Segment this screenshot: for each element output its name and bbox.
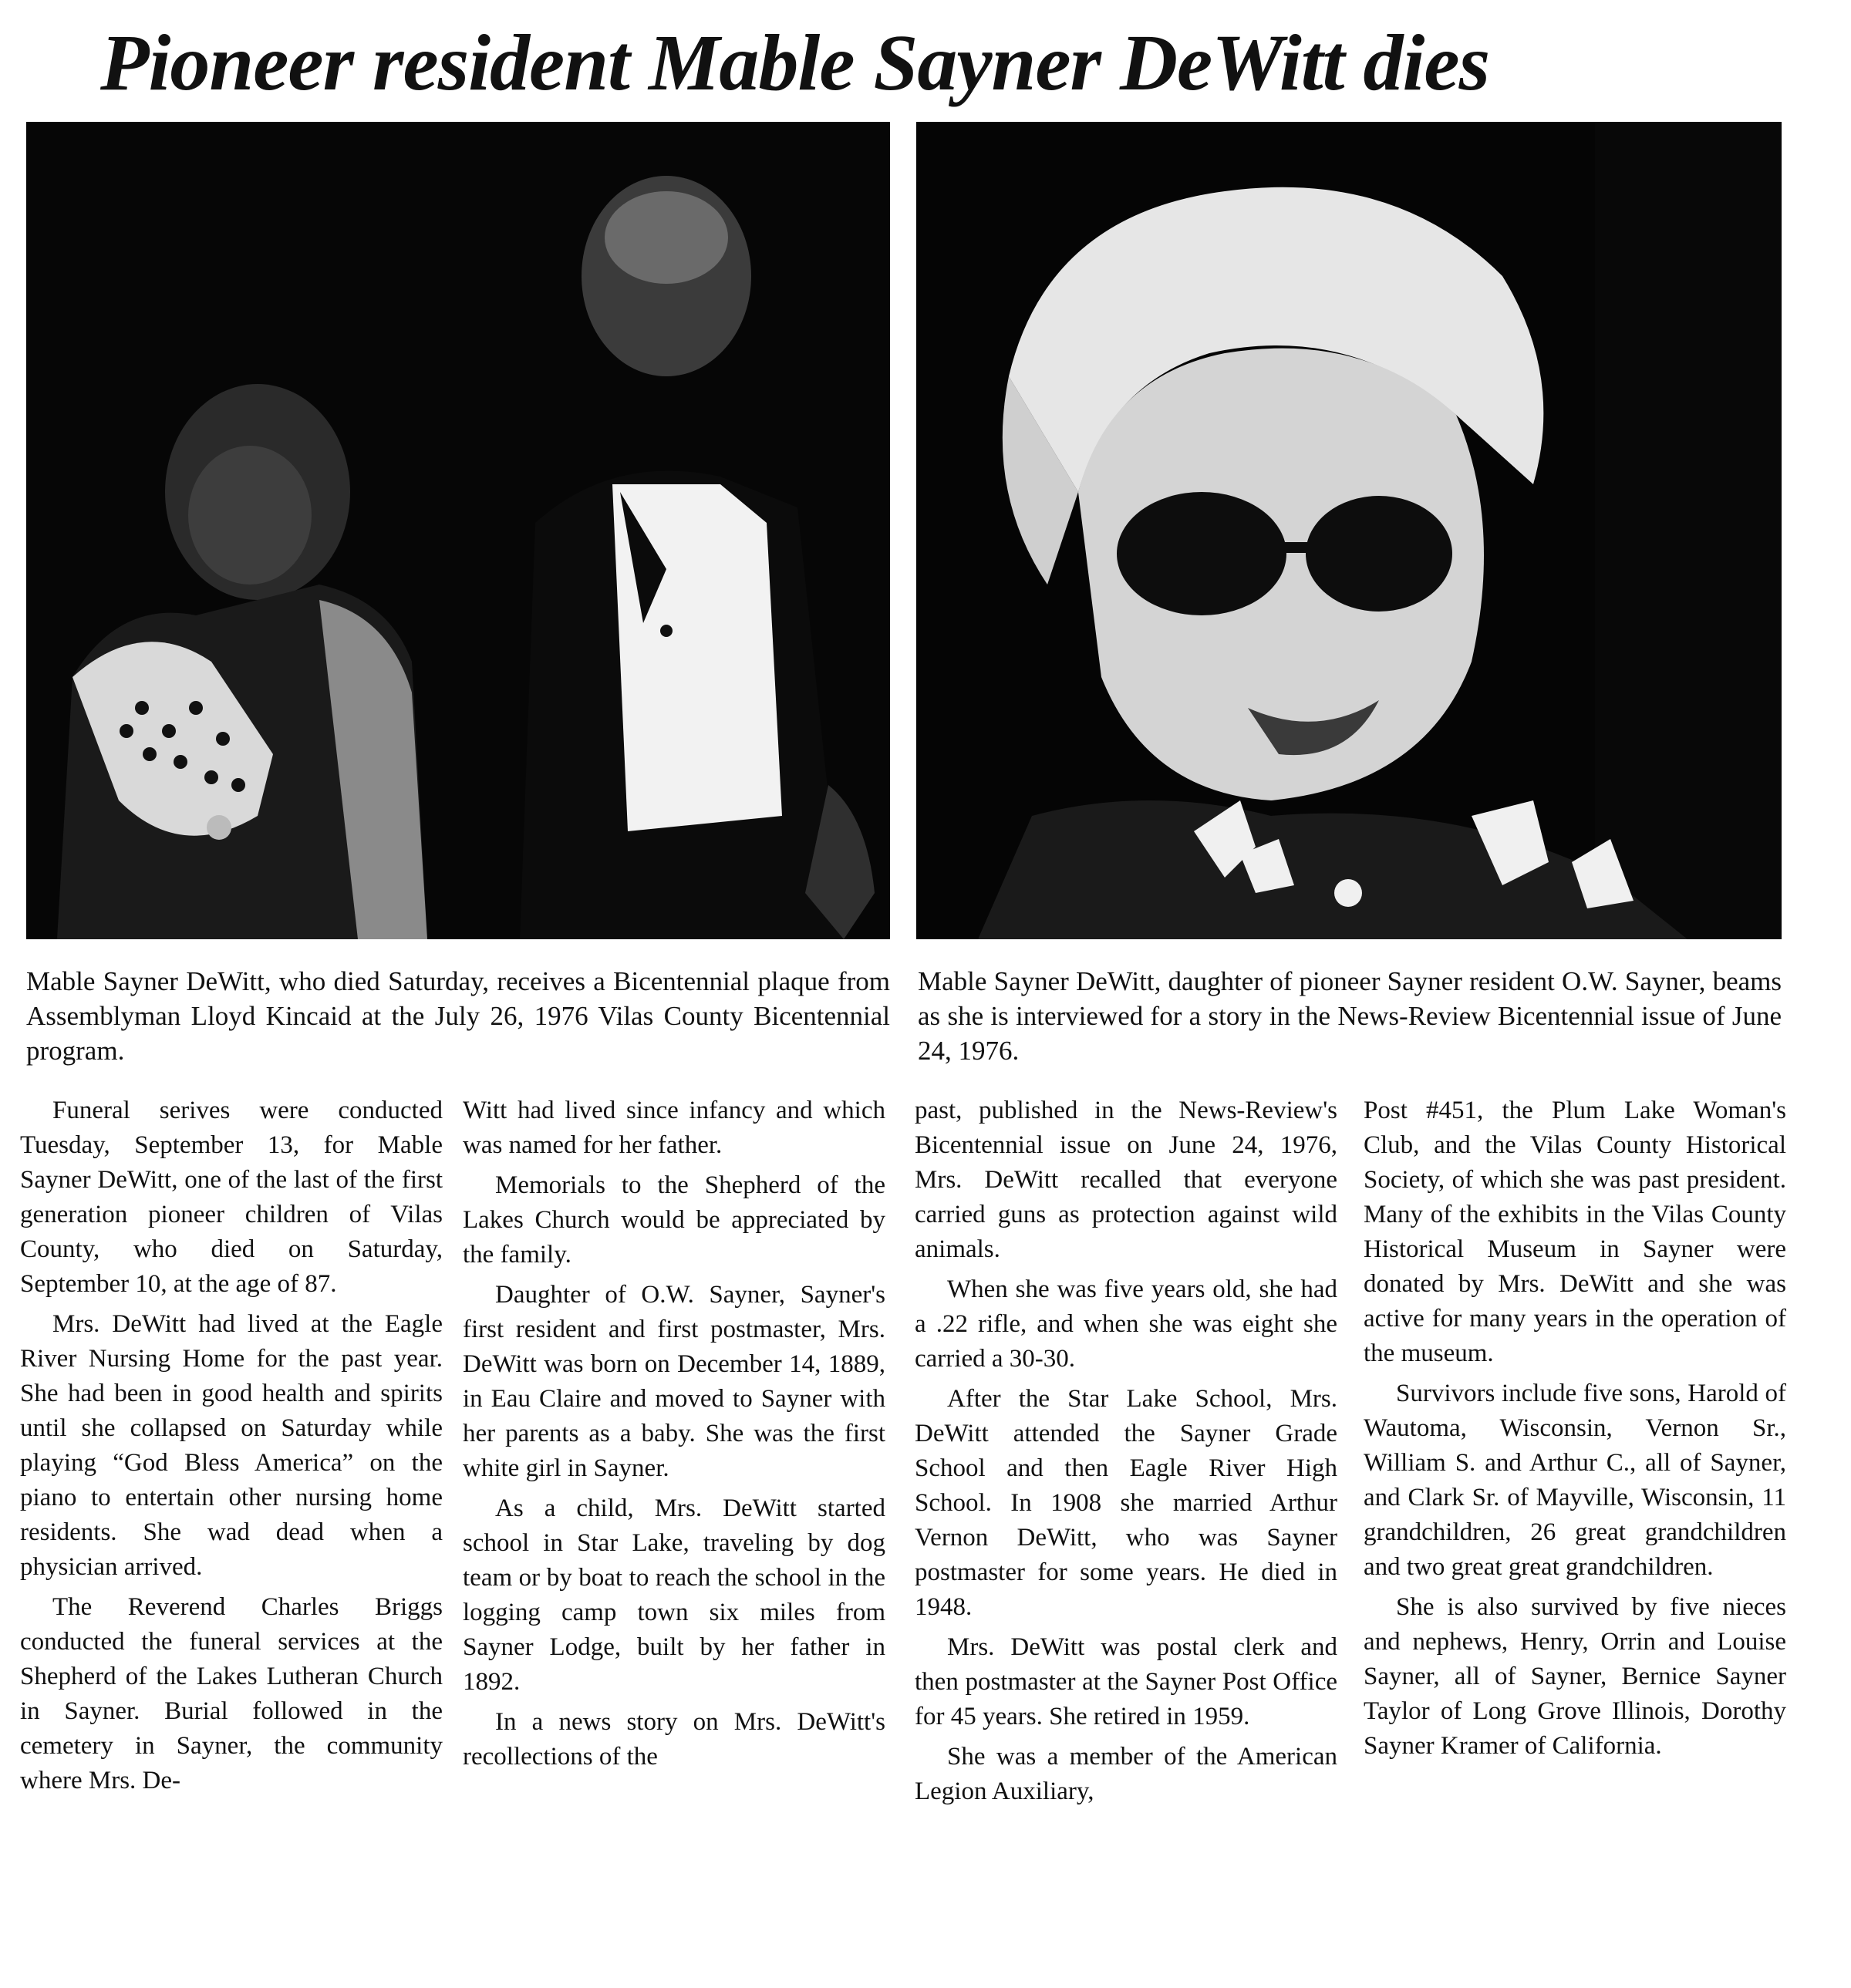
paragraph: Mrs. DeWitt was postal clerk and then postmaster at the Sayner Post Office for 45 years. She retired in 1959. xyxy=(915,1633,1337,1730)
photo-interview-portrait xyxy=(916,122,1782,939)
paragraph: Mrs. DeWitt had lived at the Eagle River Nursing Home for the past year. She had been in good health and spirits until she collapsed on Saturday while playing “God Bless America” on the piano to entertain other nursing home residents. She wad dead when a physician arrived. xyxy=(20,1310,443,1581)
paragraph: She was a member of the American Legion Auxiliary, xyxy=(915,1743,1337,1805)
paragraph: Survivors include five sons, Harold of Wautoma, Wisconsin, Vernon Sr., William S. and Arthur C., all of Sayner, and Clark Sr. of Mayville, Wisconsin, 11 grandchildren, 26 great grandchildren and two great great grandchildren. xyxy=(1364,1380,1786,1581)
caption-right: Mable Sayner DeWitt, daughter of pioneer Sayner resident O.W. Sayner, beams as she is interviewed for a story in the News-Review Bicentennial issue of June 24, 1976. xyxy=(918,966,1782,1066)
paragraph: She is also survived by five nieces and nephews, Henry, Orrin and Louise Sayner, all of Sayner, Bernice Sayner Taylor of Long Grove Illinois, Dorothy Sayner Kramer of California. xyxy=(1364,1593,1786,1760)
article-column-4 xyxy=(1364,1093,1786,1769)
article-column-2 xyxy=(463,1093,885,1780)
article-column-3 xyxy=(915,1093,1337,1814)
paragraph: Funeral serives were conducted Tuesday, September 13, for Mable Sayner DeWitt, one of the last of the first generation pioneer children of Vilas County, who died on Saturday, September 10, at the age of 87. xyxy=(20,1097,443,1298)
paragraph-continued: Witt had lived since infancy and which was named for her father. xyxy=(463,1097,885,1159)
paragraph: After the Star Lake School, Mrs. DeWitt attended the Sayner Grade School and then Eagle River High School. In 1908 she married Arthur Vernon DeWitt, who was Sayner postmaster for some years. He died in 1948. xyxy=(915,1385,1337,1621)
paragraph-continued: Post #451, the Plum Lake Woman's Club, and the Vilas County Historical Society, of which she was past president. Many of the exhibits in the Vilas County Historical Museum in Sayner were donated by Mrs. DeWitt and she was active for many years in the operation of the museum. xyxy=(1364,1097,1786,1367)
paragraph: In a news story on Mrs. DeWitt's recollections of the xyxy=(463,1708,885,1771)
paragraph: The Reverend Charles Briggs conducted the funeral services at the Shepherd of the Lakes Lutheran Church in Sayner. Burial followed in the cemetery in Sayner, the community where Mrs. De- xyxy=(20,1593,443,1794)
paragraph: Memorials to the Shepherd of the Lakes Church would be appreciated by the family. xyxy=(463,1171,885,1269)
paragraph: Daughter of O.W. Sayner, Sayner's first resident and first postmaster, Mrs. DeWitt was born on December 14, 1889, in Eau Claire and moved to Sayner with her parents as a baby. She was the first white girl in Sayner. xyxy=(463,1281,885,1482)
paragraph: As a child, Mrs. DeWitt started school in Star Lake, traveling by dog team or by boat to reach the school in the logging camp town six miles from Sayner Lodge, built by her father in 1892. xyxy=(463,1494,885,1696)
article-column-1 xyxy=(20,1093,443,1804)
paragraph-continued: past, published in the News-Review's Bicentennial issue on June 24, 1976, Mrs. DeWitt recalled that everyone carried guns as protection against wild animals. xyxy=(915,1097,1337,1263)
headline: Pioneer resident Mable Sayner DeWitt dies xyxy=(100,19,1490,107)
paragraph: When she was five years old, she had a .22 rifle, and when she was eight she carried a 30-30. xyxy=(915,1275,1337,1373)
photo-plaque-presentation xyxy=(26,122,890,939)
caption-left: Mable Sayner DeWitt, who died Saturday, receives a Bicentennial plaque from Assemblyman Lloyd Kincaid at the July 26, 1976 Vilas County Bicentennial program. xyxy=(26,966,890,1066)
